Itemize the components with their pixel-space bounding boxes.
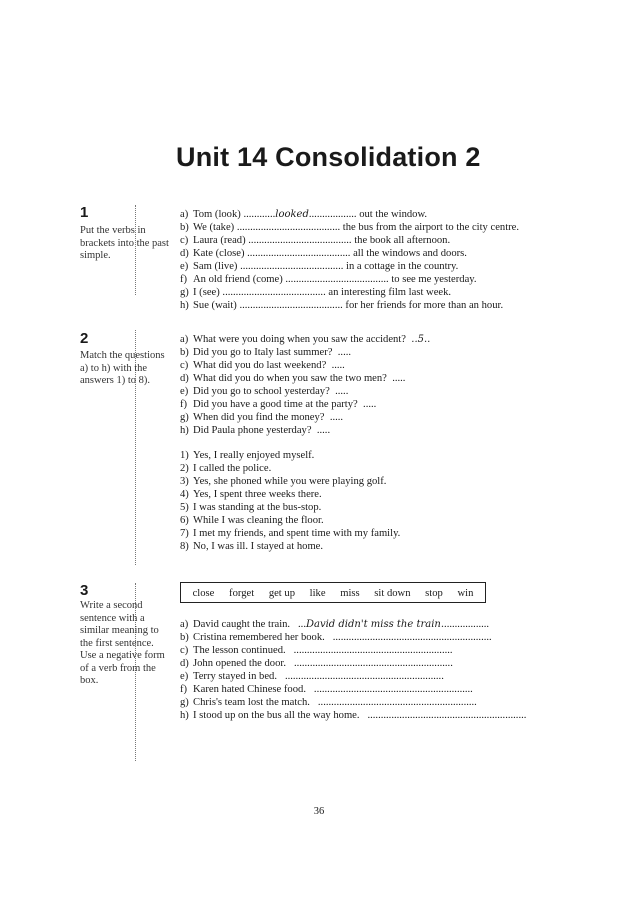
exercise-2-questions — [180, 333, 600, 437]
exercise-1-item: e) Sam (live) ....................................... in a cottage in the country. — [180, 261, 459, 272]
page-title: Unit 14 Consolidation 2 — [176, 142, 481, 172]
exercise-2-question: d) What did you do when you saw the two men? ..... — [180, 373, 406, 384]
exercise-2-question: g) When did you find the money? ..... — [180, 412, 344, 423]
exercise-2-question: b) Did you go to Italy last summer? ..... — [180, 347, 352, 358]
exercise-3-item: g) Chris's team lost the match. ............................................................ — [180, 697, 477, 708]
exercise-1-list — [180, 208, 600, 312]
box-word: win — [457, 588, 474, 599]
exercise-1-item: b) We (take) ....................................... the bus from the airport to the city centre. — [180, 222, 520, 233]
page-number: 36 — [313, 806, 325, 817]
exercise-1-number: 1 — [80, 204, 89, 221]
box-word: miss — [340, 588, 360, 599]
box-word: sit down — [374, 588, 411, 599]
exercise-3-item: a) David caught the train. ...David didn't miss the train.................. — [180, 619, 490, 630]
exercise-2-question: h) Did Paula phone yesterday? ..... — [180, 425, 331, 436]
answer-handwritten: looked — [275, 209, 309, 220]
exercise-2-question: c) What did you do last weekend? ..... — [180, 360, 345, 371]
exercise-2-number: 2 — [80, 330, 89, 347]
exercise-2-answer: 8) No, I was ill. I stayed at home. — [180, 541, 324, 552]
exercise-2-answer: 7) I met my friends, and spent time with my family. — [180, 528, 401, 539]
exercise-2-answer: 5) I was standing at the bus-stop. — [180, 502, 322, 513]
box-word: close — [192, 588, 215, 599]
exercise-2-question: f) Did you have a good time at the party? ..... — [180, 399, 377, 410]
exercise-3-list — [180, 618, 600, 722]
exercise-2-answer: 1) Yes, I really enjoyed myself. — [180, 450, 315, 461]
verb-word-box — [180, 582, 486, 603]
exercise-2-answer: 6) While I was cleaning the floor. — [180, 515, 324, 526]
exercise-2-question: e) Did you go to school yesterday? ..... — [180, 386, 349, 397]
exercise-1-item: d) Kate (close) ....................................... all the windows and doors. — [180, 248, 467, 259]
exercise-1-item: h) Sue (wait) ....................................... for her friends for more than an hour. — [180, 300, 504, 311]
box-word: get up — [268, 588, 295, 599]
exercise-3-number: 3 — [80, 582, 89, 599]
exercise-3-item: b) Cristina remembered her book. ............................................................ — [180, 632, 492, 643]
exercise-3-item: d) John opened the door. ............................................................ — [180, 658, 453, 669]
exercise-1-instruction: Put the verbs in brackets into the past simple. — [80, 225, 169, 261]
exercise-3-item: f) Karen hated Chinese food. ............................................................ — [180, 684, 473, 695]
exercise-2-answer: 4) Yes, I spent three weeks there. — [180, 489, 322, 500]
exercise-1-item: f) An old friend (come) ....................................... to see me yesterday. — [180, 274, 477, 285]
box-word: stop — [425, 588, 443, 599]
exercise-3-item: e) Terry stayed in bed. ............................................................ — [180, 671, 444, 682]
box-word: like — [309, 588, 326, 599]
exercise-1-item: g) I (see) ....................................... an interesting film last week. — [180, 287, 452, 298]
exercise-1-item: a) Tom (look) ............looked.................. out the window. — [180, 209, 428, 220]
exercise-1-item: c) Laura (read) ....................................... the book all afternoon. — [180, 235, 451, 246]
answer-handwritten: David didn't miss the train. — [305, 619, 445, 630]
exercise-3-item: c) The lesson continued. ............................................................ — [180, 645, 453, 656]
exercise-2-instruction: Match the questions a) to h) with the answers 1) to 8). — [80, 350, 165, 386]
exercise-2-question: a) What were you doing when you saw the accident? ..5.. — [180, 334, 431, 345]
exercise-3-item: h) I stood up on the bus all the way home. ............................................................ — [180, 710, 527, 721]
exercise-3-instruction: Write a second sentence with a similar meaning to the first sentence. Use a negative form of a verb from the box. — [80, 600, 165, 686]
box-word: forget — [229, 588, 255, 599]
answer-handwritten: ..5.. — [411, 334, 431, 345]
exercise-2-answers — [180, 449, 600, 553]
exercise-2-answer: 2) I called the police. — [180, 463, 272, 474]
exercise-2-answer: 3) Yes, she phoned while you were playing golf. — [180, 476, 387, 487]
